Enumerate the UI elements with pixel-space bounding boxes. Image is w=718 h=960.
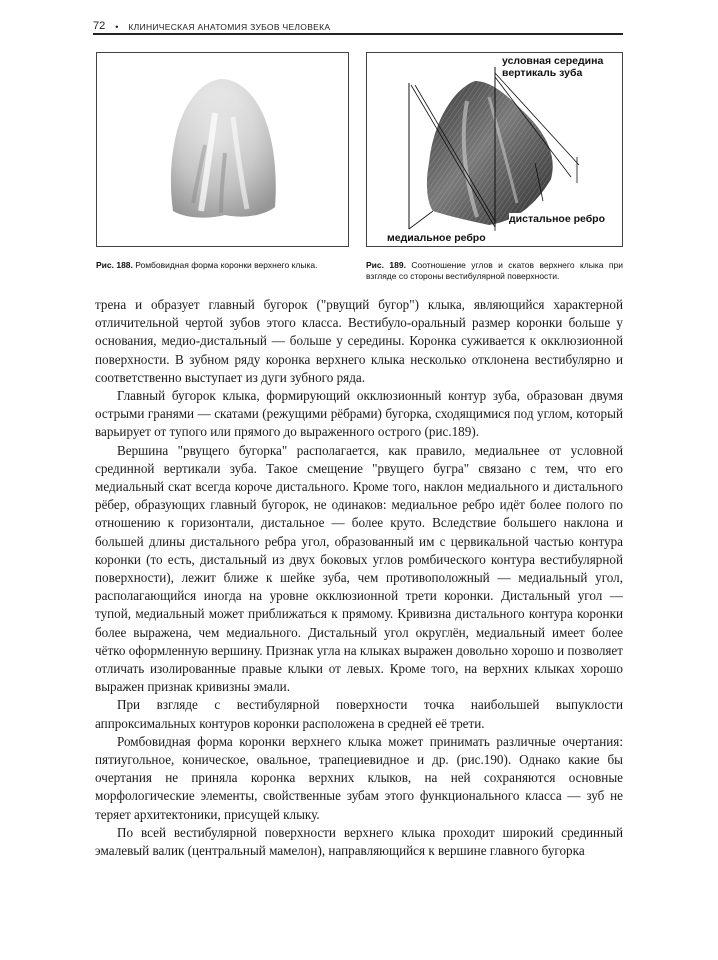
paragraph: трена и образует главный бугорок ("рвущий бугор") клыка, являющийся характерной отличительной чертой зубов этого класса. Вестибуло-оральный размер коронки больше у основания, медио-дистальный — больше у середины. Коронка суживается к окклюзионной поверхности. В зубном ряду коронка верхнего клыка несколько отклонена вестибулярно и соответственно выступает из дуги зубного ряда. [95,297,623,385]
paragraph: При взгляде с вестибулярной поверхности точка наибольшей выпуклости аппроксимальных контуров коронки расположена в средней её трети. [95,697,623,731]
running-header [93,10,623,32]
paragraph: Вершина "рвущего бугорка" располагается, как правило, медиальнее от условной срединной вертикали зуба. Такое смещение "рвущего бугра" связано с тем, что его медиальный скат всегда короче дистального. Кроме того, наклон медиального и дистального рёбер, образующих главный бугорок, не одинаков: медиальное ребро идёт более полого по отношению к горизонтали, дистальное — более круто. Вследствие большего наклона и большей длины дистального ребра угол, образованный им с цервикальной частью контура коронки (то есть, дистальный из двух боковых углов ромбического контура вестибулярной поверхности), лежит ближе к шейке зуба, чем противоположный — медиальный угол, располагающийся иногда на уровне окклюзионной трети коронки. Дистальный угол — тупой, медиальный может приближаться к прямому. Кривизна дистального контура коронки более выражена, чем медиального. Дистальный угол округлён, медиальный имеет более чётко оформленную вершину. Признак угла на клыках выражен довольно хорошо и позволяет отличать изолированные правые клыки от левых. Кроме того, на верхних клыках хорошо выражен признак кривизны эмали. [95,442,623,695]
figure-188 [96,52,349,247]
header-rule [93,33,623,35]
label-vertical-axis: вертикаль зуба [502,67,583,79]
body-text [95,296,623,860]
figure-189 [366,52,623,247]
page-number: 72 [93,20,106,32]
label-medial-edge: медиальное ребро [387,232,486,244]
header-bullet: • [115,22,119,32]
paragraph: Ромбовидная форма коронки верхнего клыка может принимать различные очертания: пятиугольное, коническое, овальное, трапециевидное и др. (рис.190). Однако какие бы очертания не приняла коронка верхних клыков, на ней сохраняются основные морфологические элементы, свойственные зубам этого функционального класса — зуб не теряет архитектоники, присущей клыку. [95,733,623,822]
caption-text: Соотношение углов и скатов верхнего клыка при взгляде со стороны вестибулярной поверхности. [366,260,623,281]
book-title: КЛИНИЧЕСКАЯ АНАТОМИЯ ЗУБОВ ЧЕЛОВЕКА [128,22,331,32]
figure-189-caption [366,260,623,282]
caption-text: Ромбовидная форма коронки верхнего клыка. [135,260,318,270]
caption-label: Рис. 188. [96,260,133,270]
caption-label: Рис. 189. [366,260,406,270]
label-distal-edge: дистальное ребро [509,213,606,225]
paragraph: По всей вестибулярной поверхности верхнего клыка проходит широкий срединный эмалевый валик (центральный мамелон), направляющийся к вершине главного бугорка [95,824,623,859]
paragraph: Главный бугорок клыка, формирующий окклюзионный контур зуба, образован двумя острыми гранями — скатами (режущими рёбрами) бугорка, сходящимися под углом, который варьирует от тупого или прямого до выраженного острого (рис.189). [95,388,623,440]
canine-crown-image [97,53,350,248]
label-vertical-midline: условная середина [502,55,604,67]
figure-188-caption [96,260,356,271]
